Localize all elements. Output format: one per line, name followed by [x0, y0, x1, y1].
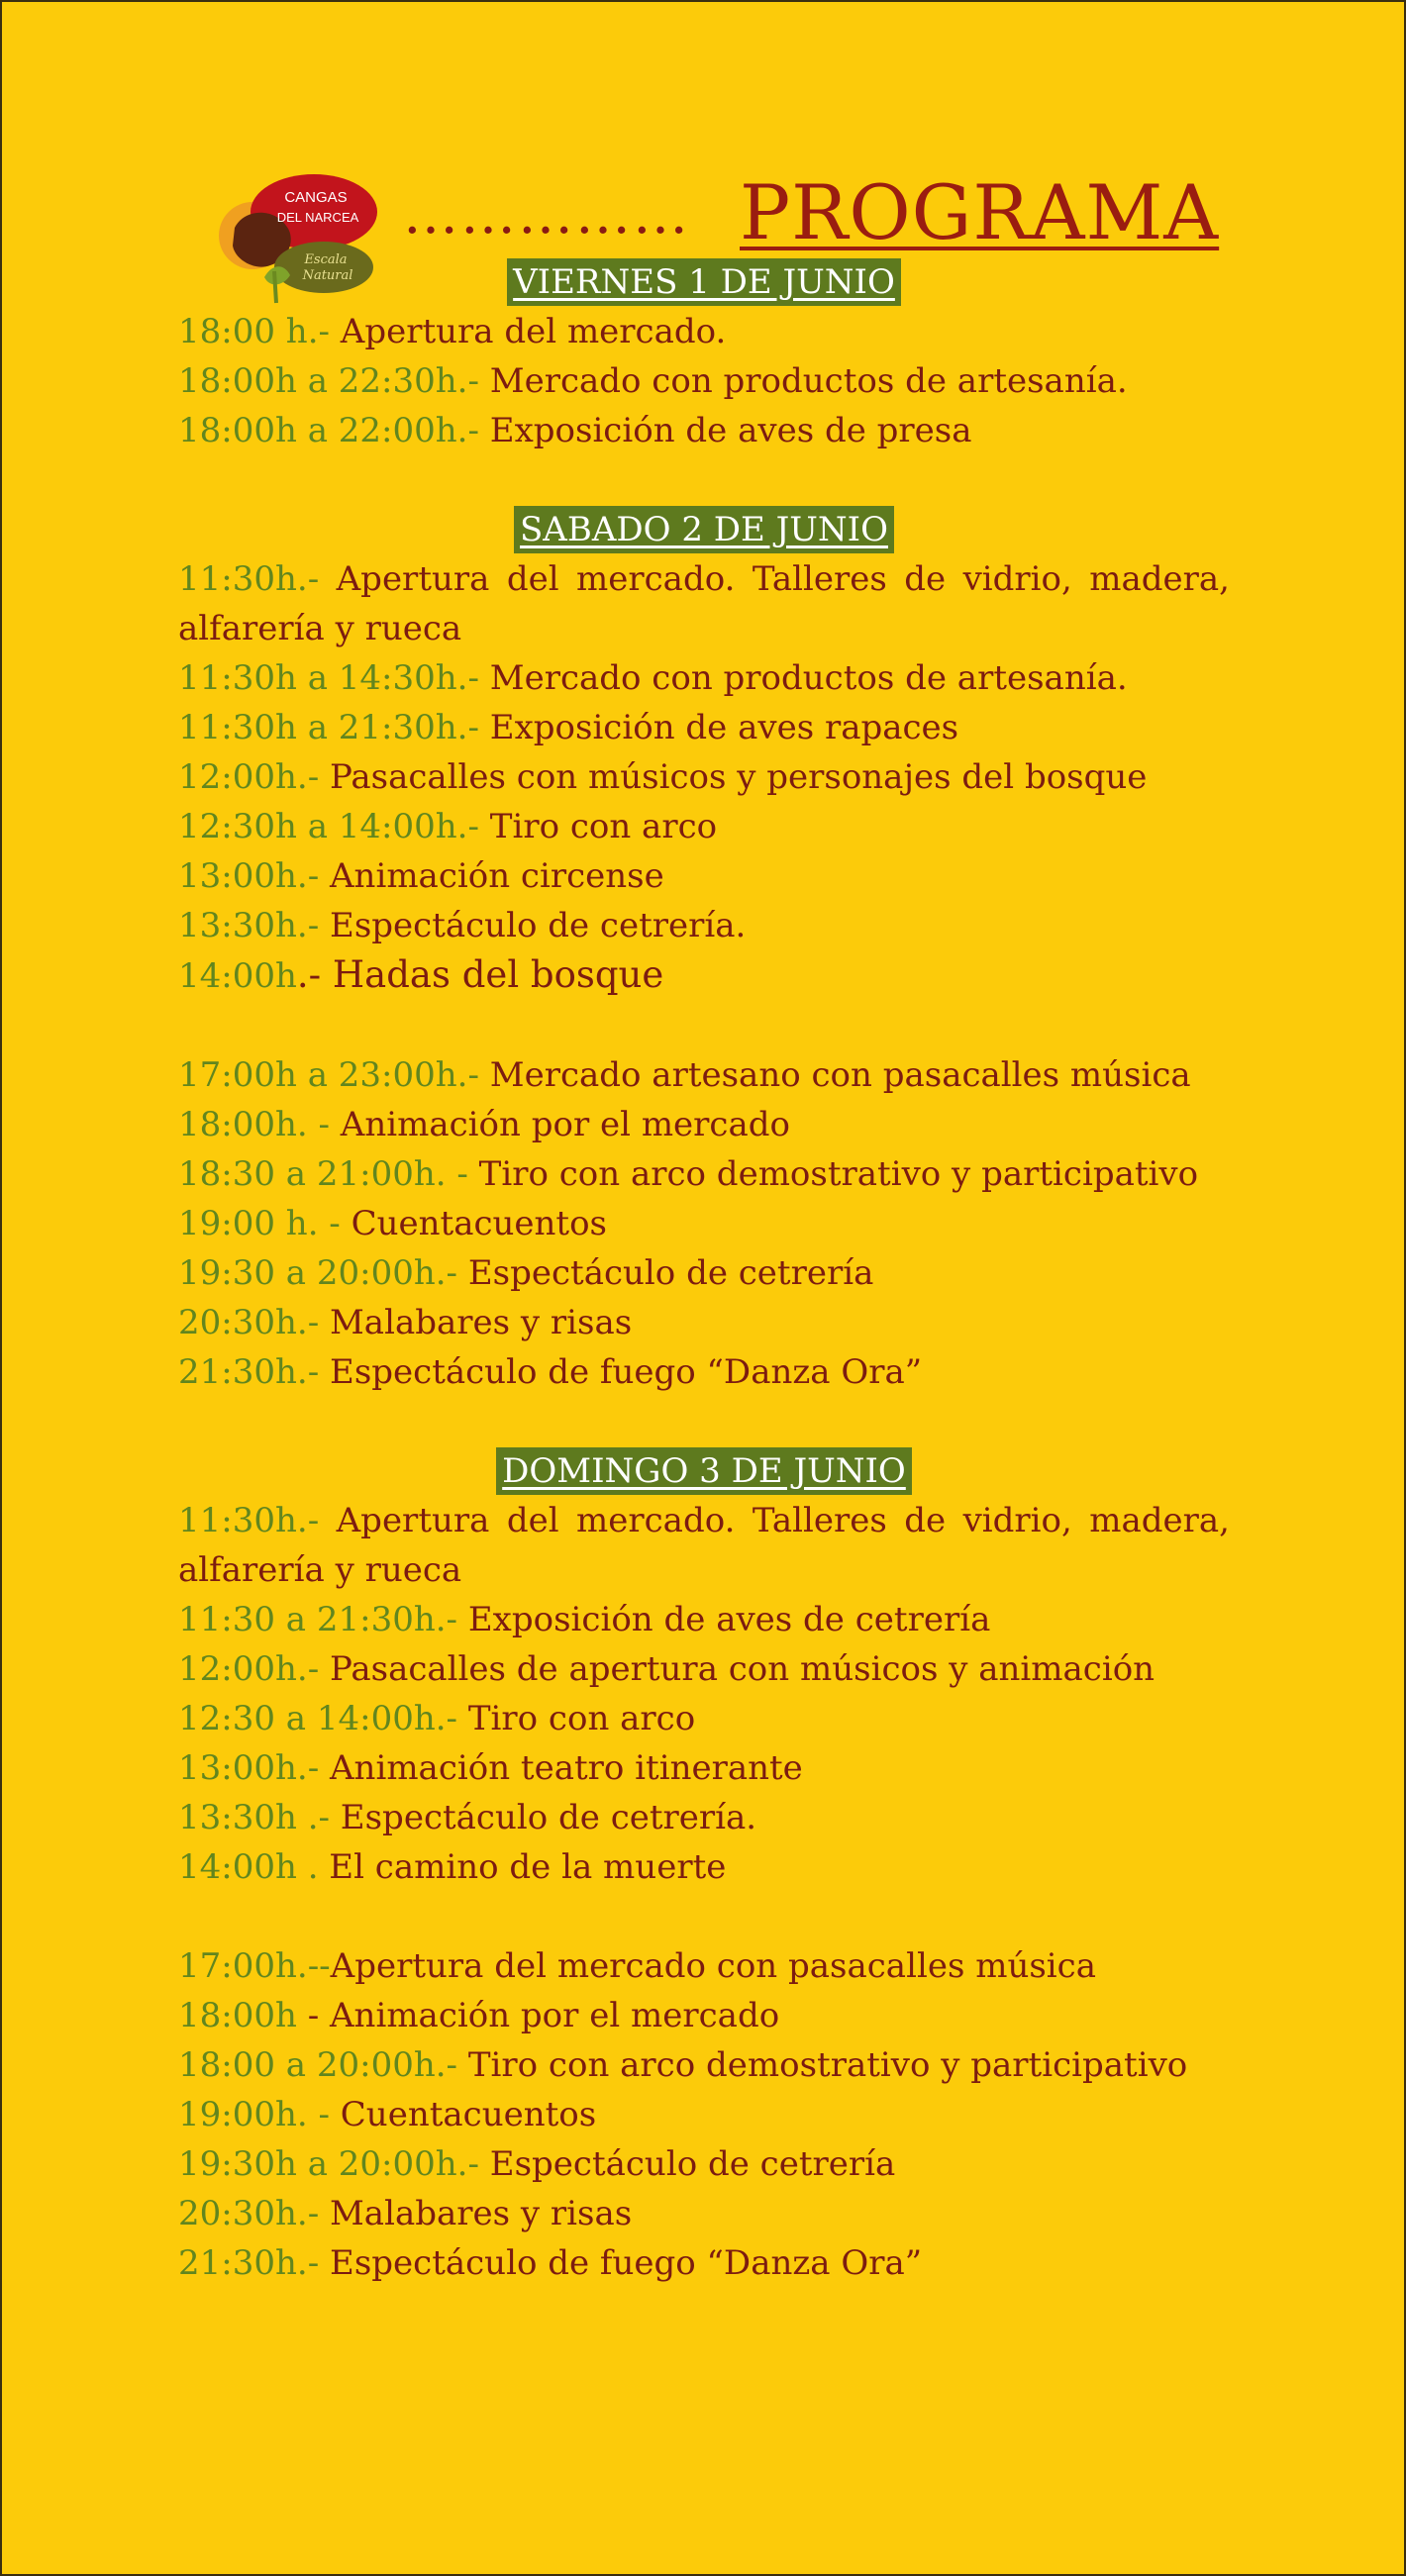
schedule-entry: 18:30 a 21:00h. - Tiro con arco demostrativo y participativo	[178, 1154, 1199, 1194]
schedule-entry: 20:30h.- Malabares y risas	[178, 2194, 633, 2233]
schedule-entry: 11:30h a 21:30h.- Exposición de aves rapaces	[178, 708, 959, 747]
schedule-entry: 21:30h.- Espectáculo de fuego “Danza Ora”	[178, 2243, 923, 2283]
schedule-entry: 19:00h. - Cuentacuentos	[178, 2095, 597, 2134]
schedule-entry: 11:30h.- Apertura del mercado. Talleres de vidrio, madera, alfarería y rueca	[178, 559, 1230, 648]
schedule-entry: 19:30h a 20:00h.- Espectáculo de cetrería	[178, 2144, 896, 2184]
schedule-entry: 11:30h.- Apertura del mercado. Talleres de vidrio, madera, alfarería y rueca	[178, 1501, 1230, 1590]
schedule-entry: 13:30h .- Espectáculo de cetrería.	[178, 1798, 757, 1837]
schedule-entry: 19:30 a 20:00h.- Espectáculo de cetrería	[178, 1253, 874, 1293]
svg-text:CANGAS: CANGAS	[284, 189, 348, 206]
schedule-entry: 14:00h . El camino de la muerte	[178, 1847, 727, 1887]
schedule-entry: 19:00 h. - Cuentacuentos	[178, 1204, 608, 1243]
schedule-entry: 21:30h.- Espectáculo de fuego “Danza Ora”	[178, 1352, 923, 1392]
schedule-entry: 11:30 a 21:30h.- Exposición de aves de cetrería	[178, 1600, 991, 1639]
schedule-entry: 18:00h a 22:30h.- Mercado con productos de artesanía.	[178, 361, 1128, 401]
day-heading-sunday: DOMINGO 3 DE JUNIO	[178, 1446, 1230, 1496]
schedule-entry: 12:00h.- Pasacalles con músicos y personajes del bosque	[178, 757, 1148, 797]
svg-text:Natural: Natural	[302, 268, 353, 283]
schedule-entry: 18:00h. - Animación por el mercado	[178, 1105, 790, 1144]
title-leader-dots: ……………	[403, 182, 690, 247]
schedule-entry: 18:00 a 20:00h.- Tiro con arco demostrativo y participativo	[178, 2045, 1188, 2085]
schedule-entry: 18:00h - Animación por el mercado	[178, 1996, 780, 2035]
schedule-entry: 13:30h.- Espectáculo de cetrería.	[178, 906, 747, 945]
schedule-entry: 14:00h.- Hadas del bosque	[178, 953, 664, 996]
schedule-entry: 12:30h a 14:00h.- Tiro con arco	[178, 807, 718, 846]
schedule-entry: 18:00 h.- Apertura del mercado.	[178, 312, 727, 351]
schedule-entry: 17:00h.--Apertura del mercado con pasacalles música	[178, 1946, 1096, 1986]
schedule-entry: 12:00h.- Pasacalles de apertura con músicos y animación	[178, 1649, 1155, 1689]
day-heading-saturday: SABADO 2 DE JUNIO	[178, 505, 1230, 554]
schedule-entry: 13:00h.- Animación circense	[178, 856, 664, 896]
svg-text:Escala: Escala	[304, 252, 348, 267]
schedule-entry: 18:00h a 22:00h.- Exposición de aves de presa	[178, 411, 972, 450]
day-heading-friday: VIERNES 1 DE JUNIO	[178, 257, 1230, 307]
page-title: PROGRAMA	[740, 168, 1220, 256]
schedule-entry: 11:30h a 14:30h.- Mercado con productos de artesanía.	[178, 658, 1128, 698]
schedule-entry: 13:00h.- Animación teatro itinerante	[178, 1748, 803, 1788]
schedule-entry: 12:30 a 14:00h.- Tiro con arco	[178, 1699, 696, 1738]
schedule-entry: 20:30h.- Malabares y risas	[178, 1303, 633, 1342]
program-content	[178, 257, 1230, 2288]
schedule-entry: 17:00h a 23:00h.- Mercado artesano con pasacalles música	[178, 1055, 1191, 1095]
svg-text:DEL NARCEA: DEL NARCEA	[276, 210, 359, 225]
